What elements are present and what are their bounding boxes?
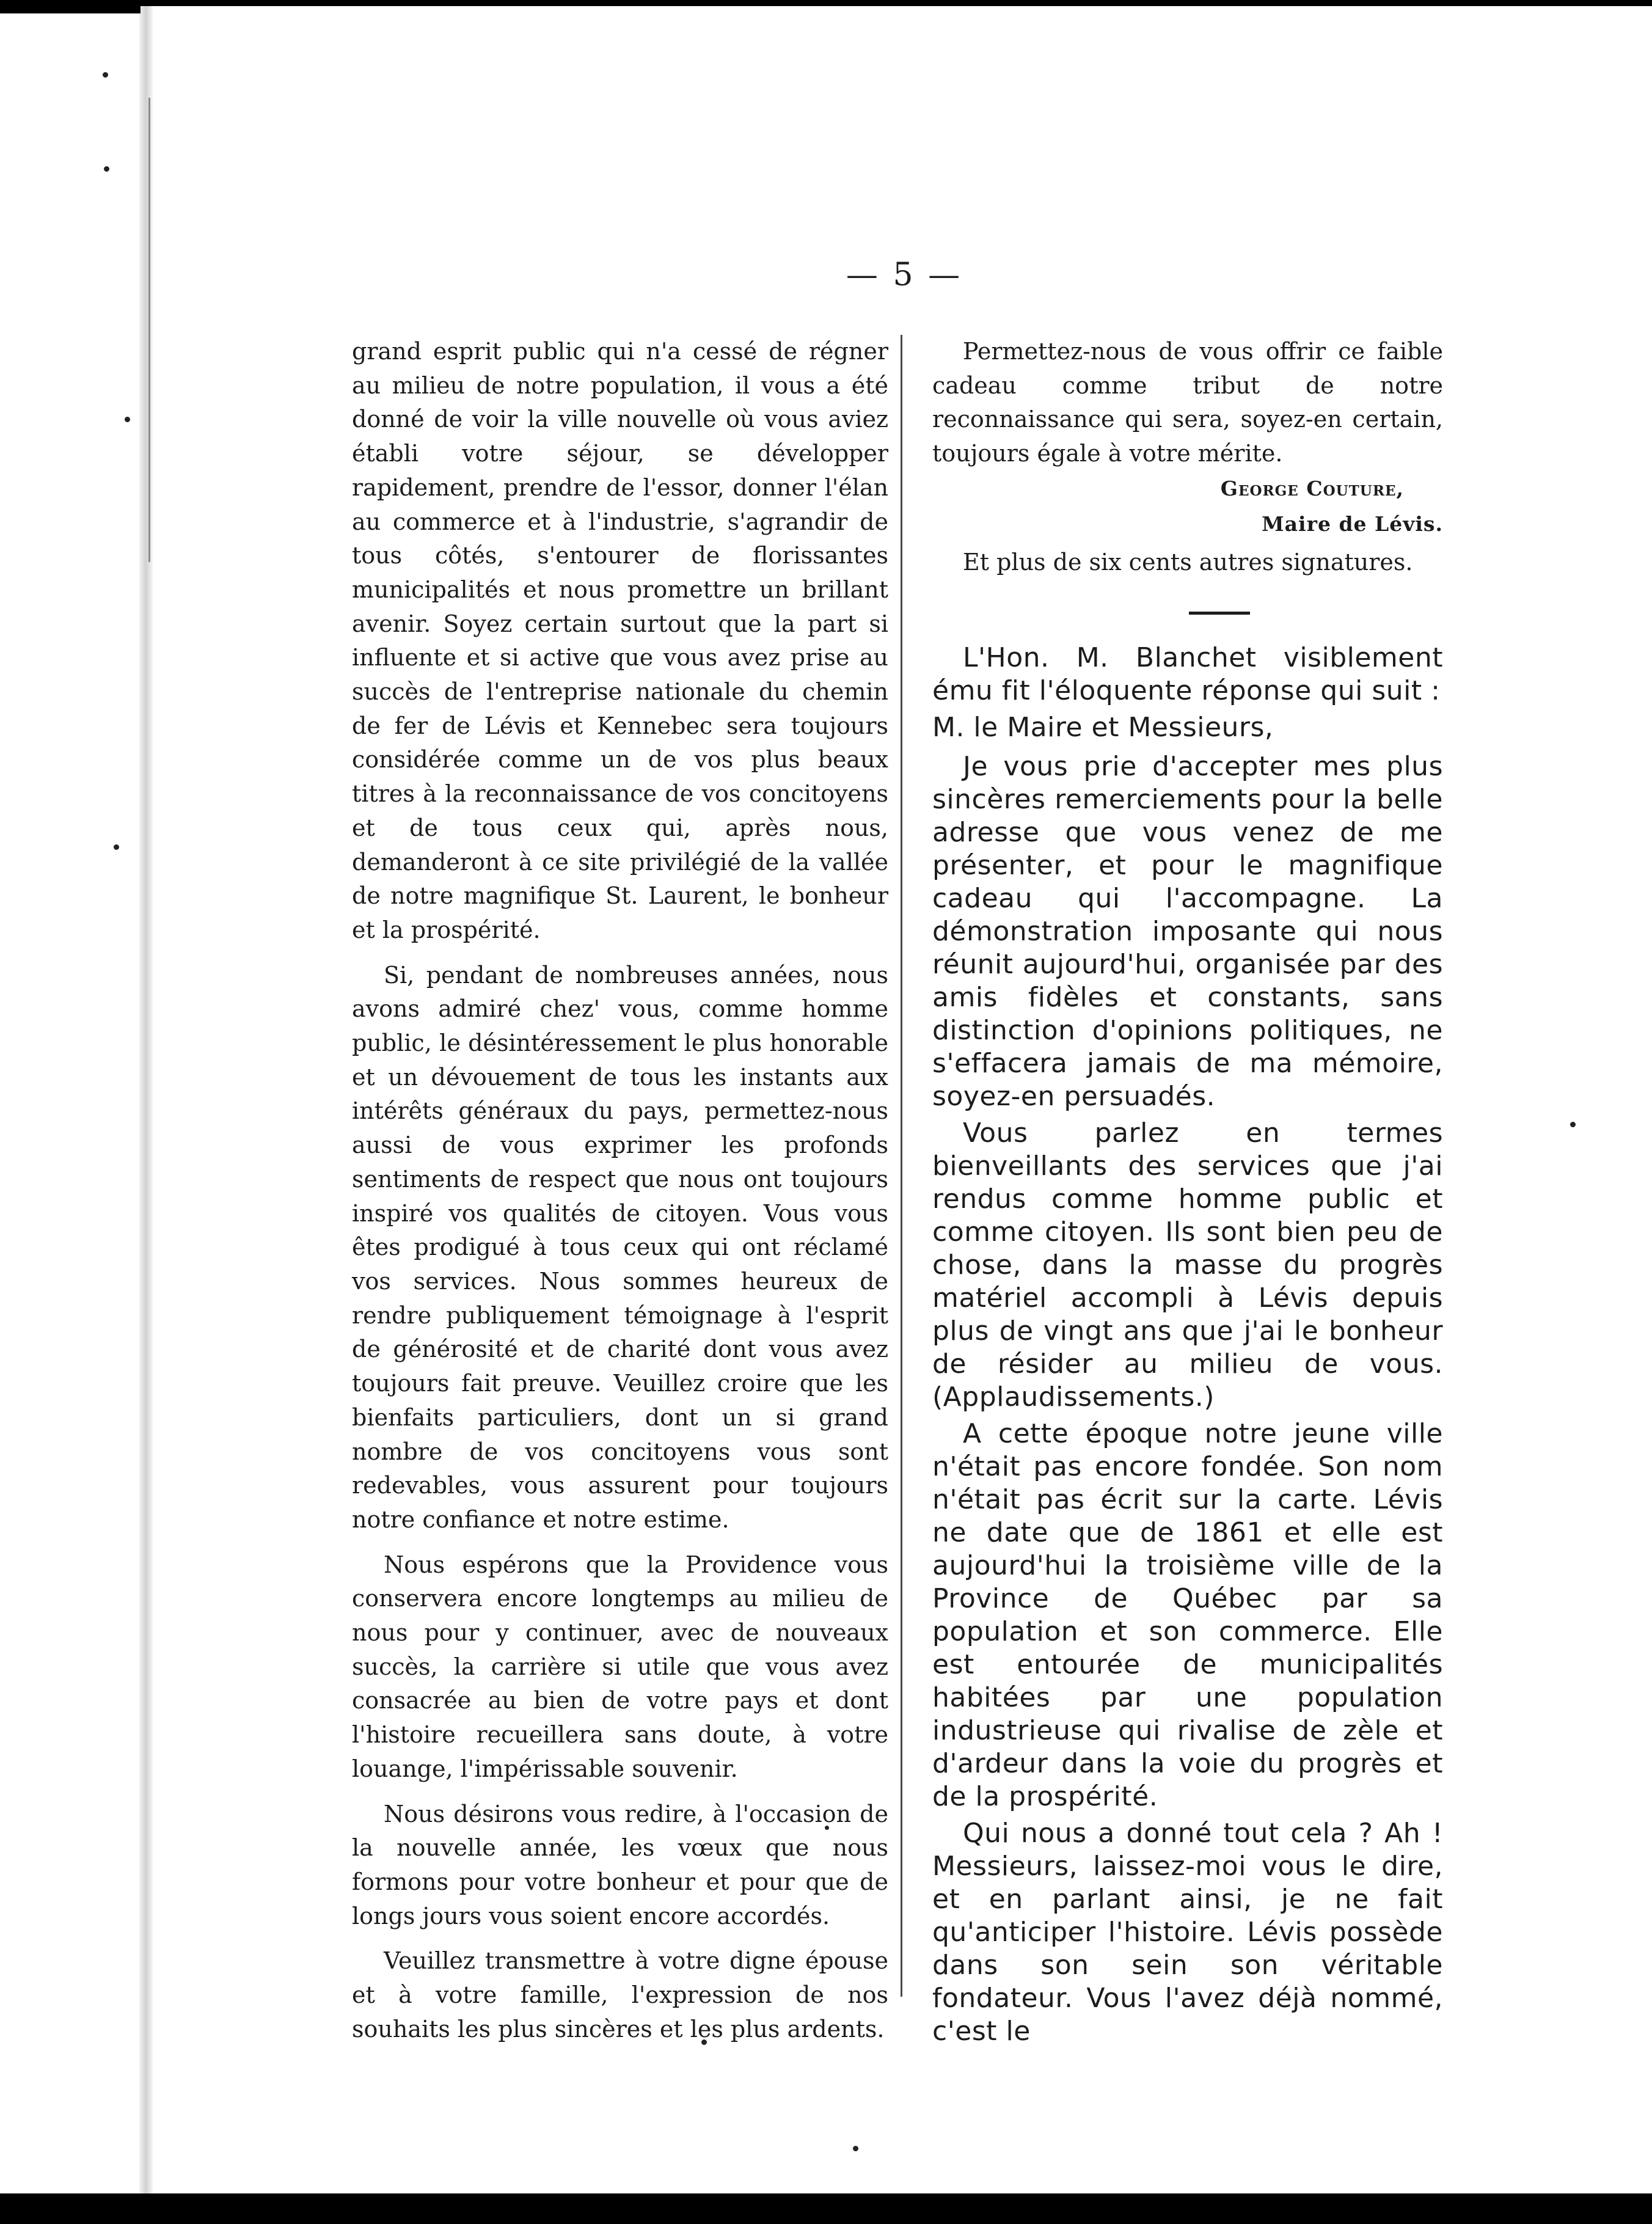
page-number: — 5 — bbox=[846, 257, 963, 293]
left-paragraph: Nous désirons vous redire, à l'occasion de la nouvelle année, les vœux que nous formons pour votre bonheur et pour que de longs jours vous soient encore accordés. bbox=[352, 1800, 888, 1930]
other-signatures: Et plus de six cents autres signatures. bbox=[963, 548, 1413, 576]
binding-shadow bbox=[139, 0, 153, 2193]
section-rule bbox=[1189, 612, 1250, 615]
speech-paragraph: Qui nous a donné tout cela ? Ah ! Messieurs, laissez-moi vous le dire, et en parlant ainsi, je ne fait qu'anticiper l'histoire. Lévis possède dans son sein son véritable fondateur. Vous l'avez déjà nommé, c'est le bbox=[932, 1817, 1443, 2047]
ink-speck bbox=[125, 417, 130, 422]
address-closing: Permettez-nous de vous offrir ce faible cadeau comme tribut de notre reconnaissance qui sera, soyez-en certain, toujours égale à votre mérite. bbox=[932, 338, 1443, 467]
speech-paragraph: Vous parlez en termes bienveillants des services que j'ai rendus comme homme public et comme citoyen. Ils sont bien peu de chose, dans la masse du progrès matériel accompli à Lévis depuis plus de vingt ans que j'ai le bonheur de résider au milieu de vous. (Applaudissements.) bbox=[932, 1117, 1443, 1413]
scan-bottom-edge bbox=[0, 2193, 1652, 2224]
binding-line bbox=[148, 98, 150, 562]
scan-top-edge bbox=[0, 0, 1652, 6]
scan-corner-mark bbox=[0, 0, 141, 13]
right-column bbox=[932, 335, 1443, 2048]
speech-paragraph: Je vous prie d'accepter mes plus sincères remerciements pour la belle adresse que vous venez de me présenter, et pour le magnifique cadeau qui l'accompagne. La démonstration imposante qui nous réunit aujourd'hui, organisée par des amis fidèles et constants, sans distinction d'opinions politiques, ne s'effacera jamais de ma mémoire, soyez-en persuadés. bbox=[932, 750, 1443, 1112]
speech-salutation: M. le Maire et Messieurs, bbox=[932, 711, 1274, 743]
signature-block bbox=[932, 471, 1443, 542]
speech-block bbox=[932, 642, 1443, 2048]
signature-title: Maire de Lévis. bbox=[1262, 511, 1443, 536]
speech-paragraph: A cette époque notre jeune ville n'était pas encore fondée. Son nom n'était pas écrit sur la carte. Lévis ne date que de 1861 et elle est aujourd'hui la troisième ville de la Province de Québec par sa population et son commerce. Elle est entourée de municipalités habitées par une population industrieuse qui rivalise de zèle et d'ardeur dans la voie du progrès et de la prospérité. bbox=[932, 1417, 1443, 1812]
ink-speck bbox=[103, 72, 108, 78]
left-paragraph: Si, pendant de nombreuses années, nous avons admiré chez' vous, comme homme public, le désintéressement le plus honorable et un dévouement de tous les instants aux intérêts généraux du pays, permettez-nous aussi de vous exprimer les profonds sentiments de respect que nous ont toujours inspiré vos qualités de citoyen. Vous vous êtes prodigué à tous ceux qui ont réclamé vos services. Nous sommes heureux de rendre publiquement témoignage à l'esprit de générosité et de charité dont vous avez toujours fait preuve. Veuillez croire que les bienfaits particuliers, dont un si grand nombre de vos concitoyens vous sont redevables, vous assurent pour toujours notre confiance et notre estime. bbox=[352, 961, 888, 1533]
left-column bbox=[352, 335, 888, 2046]
left-paragraph: Veuillez transmettre à votre digne épouse et à votre famille, l'expression de nos souhaits les plus sincères et les plus ardents. bbox=[352, 1947, 888, 2043]
left-paragraph: Nous espérons que la Providence vous conservera encore longtemps au milieu de nous pour y continuer, avec de nouveaux succès, la carrière si utile que vous avez consacrée au bien de votre pays et dont l'histoire recueillera sans doute, à votre louange, l'impérissable souvenir. bbox=[352, 1551, 888, 1782]
column-divider bbox=[901, 335, 902, 1997]
speech-intro: L'Hon. M. Blanchet visiblement ému fit l'éloquente réponse qui suit : bbox=[932, 642, 1443, 706]
ink-speck bbox=[114, 844, 119, 850]
ink-speck bbox=[1570, 1122, 1576, 1127]
signature-name: George Couture, bbox=[1220, 476, 1404, 500]
left-paragraph: grand esprit public qui n'a cessé de régner au milieu de notre population, il vous a été donné de voir la ville nouvelle où vous aviez établi votre séjour, se développer rapidement, prendre de l'essor, donner l'élan au commerce et à l'industrie, s'agrandir de tous côtés, s'entourer de florissantes municipalités et nous promettre un brillant avenir. Soyez certain surtout que la part si influente et si active que vous avez prise au succès de l'entreprise nationale du chemin de fer de Lévis et Kennebec sera toujours considérée comme un de vos plus beaux titres à la reconnaissance de vos concitoyens et de tous ceux qui, après nous, demanderont à ce site privilégié de la vallée de notre magnifique St. Laurent, le bonheur et la prospérité. bbox=[352, 338, 888, 943]
ink-speck bbox=[104, 166, 109, 172]
ink-speck bbox=[853, 2146, 858, 2151]
